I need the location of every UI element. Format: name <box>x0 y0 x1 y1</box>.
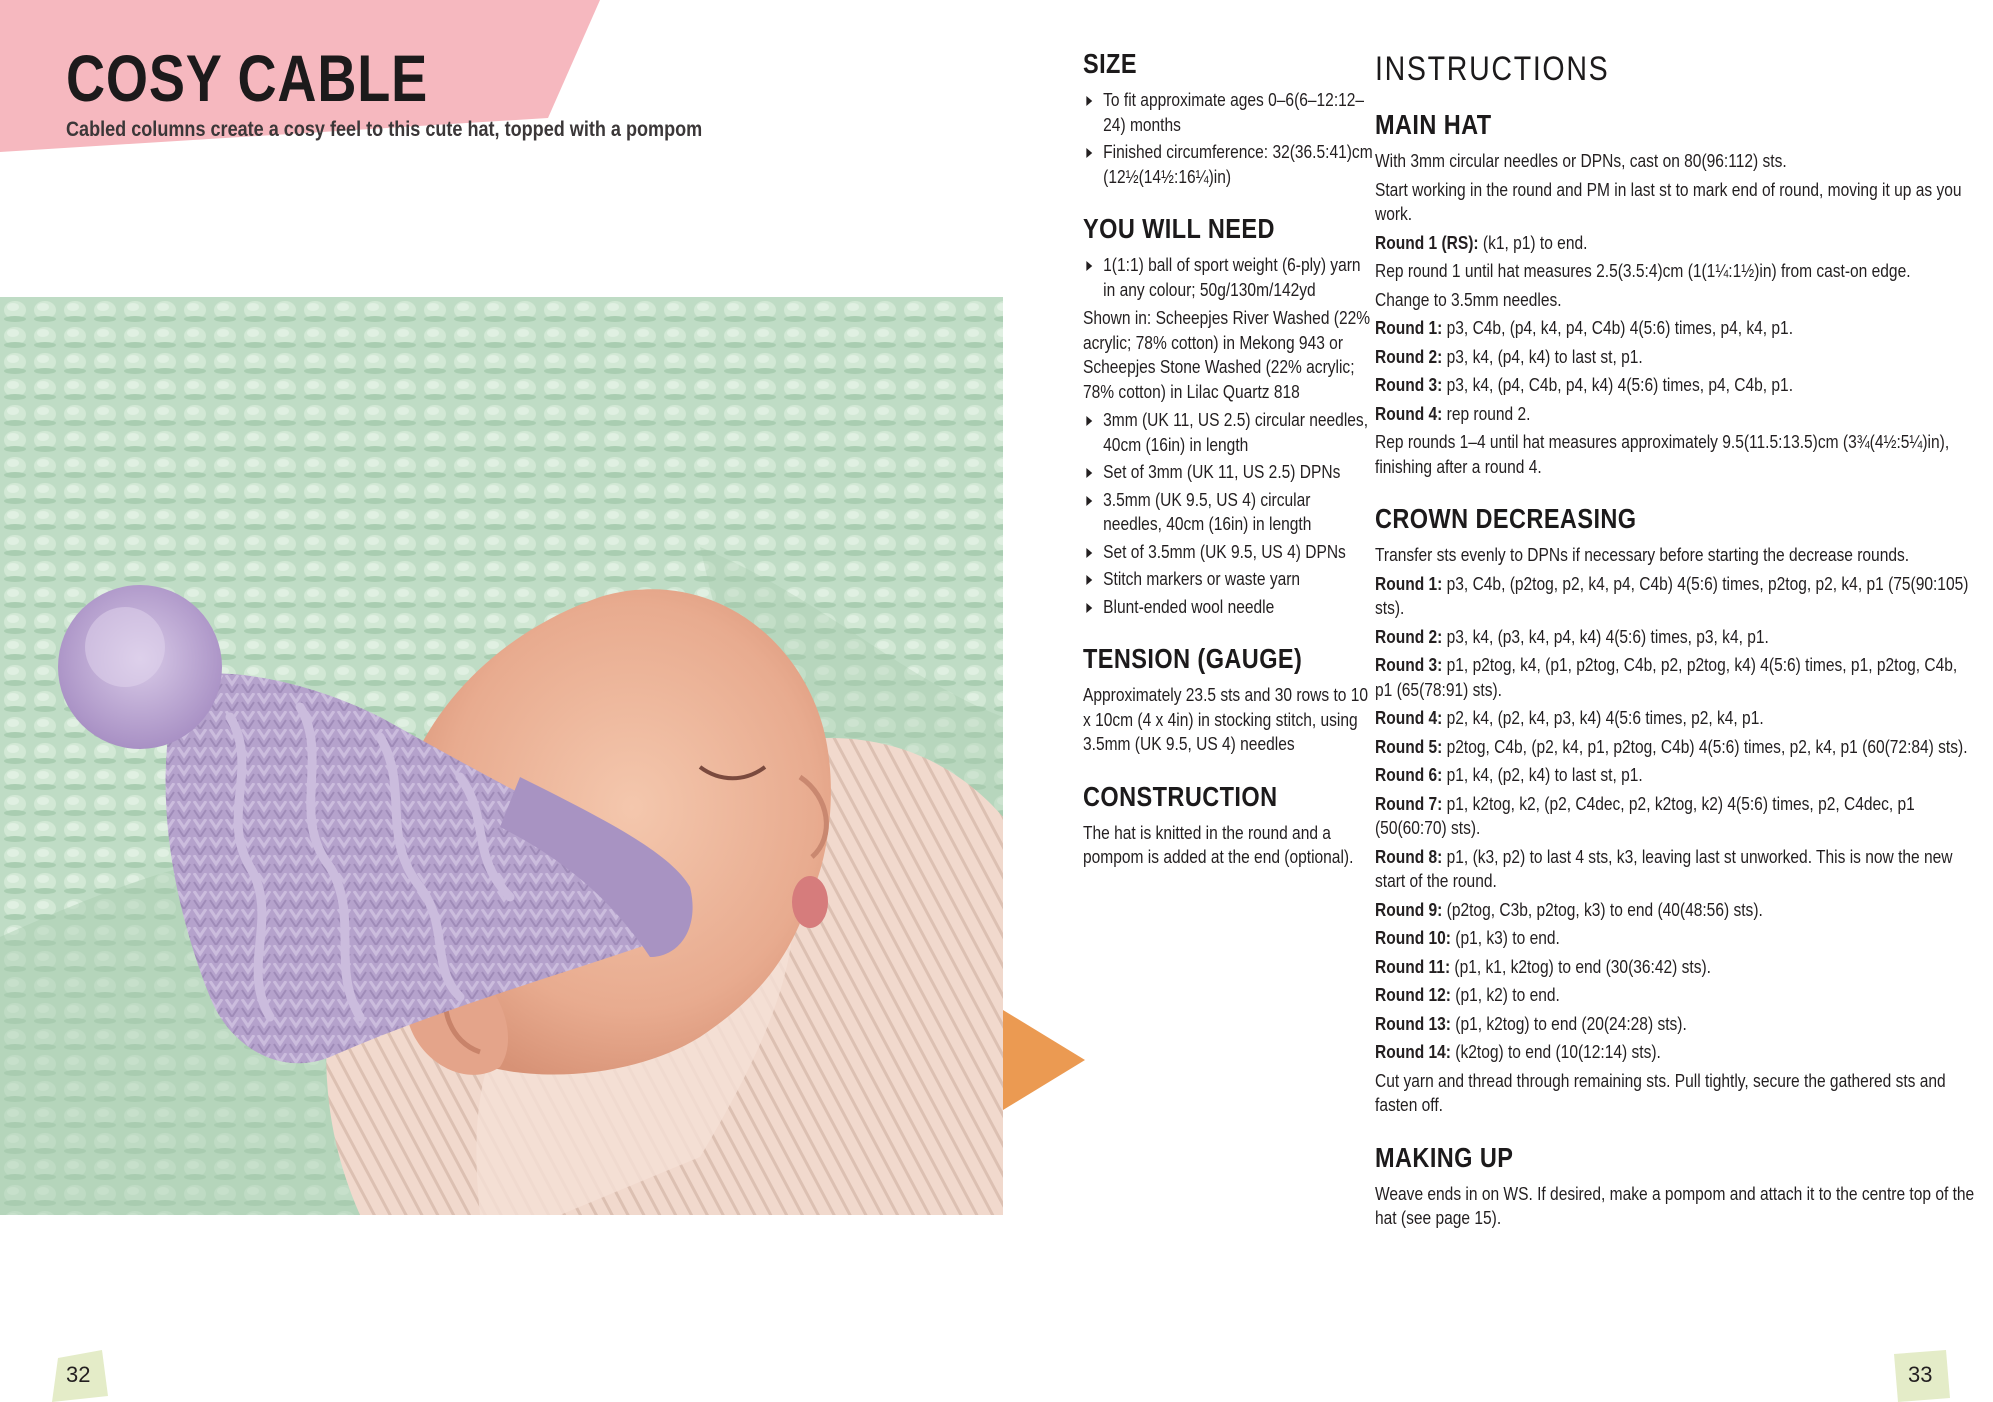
list-item: Stitch markers or waste yarn <box>1083 567 1373 592</box>
bullet-icon <box>1086 496 1092 506</box>
list-item: Set of 3mm (UK 11, US 2.5) DPNs <box>1083 460 1373 485</box>
round-line: Round 1: p3, C4b, (p4, k4, p4, C4b) 4(5:6) times, p4, k4, p1. <box>1375 317 1794 338</box>
main-hat-start: Start working in the round and PM in last st to mark end of round, moving it up as you work. <box>1375 178 1962 224</box>
shown-in-text: Shown in: Scheepjes River Washed (22% acrylic; 78% cotton) in Mekong 943 or Scheepjes Stone Washed (22% acrylic; 78% cotton) in Lilac Quartz 818 <box>1083 307 1371 402</box>
bullet-icon <box>1086 261 1092 271</box>
list-item: 3.5mm (UK 9.5, US 4) circular needles, 40cm (16in) in length <box>1083 488 1373 537</box>
orange-arrow-icon <box>1003 1010 1085 1110</box>
bullet-icon <box>1086 468 1092 478</box>
construction-text: The hat is knitted in the round and a pompom is added at the end (optional). <box>1083 821 1354 867</box>
materials-list-b <box>1083 408 1373 619</box>
round-line: Round 1 (RS): (k1, p1) to end. <box>1375 231 1588 253</box>
crown-transfer: Transfer sts evenly to DPNs if necessary before starting the decrease rounds. <box>1375 544 1910 565</box>
materials-column <box>1083 48 1373 874</box>
round-line: Round 5: p2tog, C4b, (p2, k4, p1, p2tog, C4b) 4(5:6) times, p2, k4, p1 (60(72:84) sts). <box>1375 735 1968 757</box>
tension-heading: TENSION (GAUGE) <box>1083 643 1303 674</box>
round-line: Round 4: p2, k4, (p2, k4, p3, k4) 4(5:6 times, p2, k4, p1. <box>1375 707 1764 728</box>
construction-heading: CONSTRUCTION <box>1083 780 1278 812</box>
size-list <box>1083 88 1373 189</box>
round-line: Round 11: (p1, k1, k2tog) to end (30(36:42) sts). <box>1375 955 1711 977</box>
making-up-text: Weave ends in on WS. If desired, make a pompom and attach it to the centre top of the hat (see page 15). <box>1375 1182 1975 1228</box>
you-will-need-heading: YOU WILL NEED <box>1083 213 1275 244</box>
round-line: Round 4: rep round 2. <box>1375 402 1531 424</box>
bullet-icon <box>1086 548 1092 558</box>
baby-hat-photo <box>0 297 1003 1215</box>
bullet-icon <box>1086 148 1092 158</box>
main-hat-cast-on: With 3mm circular needles or DPNs, cast on 80(96:112) sts. <box>1375 150 1787 171</box>
page-number-left: 32 <box>66 1362 91 1387</box>
round-line: Round 12: (p1, k2) to end. <box>1375 984 1560 1005</box>
list-item: To fit approximate ages 0–6(6–12:12–24) months <box>1083 88 1373 137</box>
list-item: 3mm (UK 11, US 2.5) circular needles, 40cm (16in) in length <box>1083 408 1373 457</box>
crown-finish: Cut yarn and thread through remaining sts. Pull tightly, secure the gathered sts and fasten off. <box>1375 1069 1946 1115</box>
round-line: Round 13: (p1, k2tog) to end (20(24:28) sts). <box>1375 1012 1687 1034</box>
list-item: Blunt-ended wool needle <box>1083 595 1373 620</box>
page-subtitle: Cabled columns create a cosy feel to this cute hat, topped with a pompom <box>66 118 703 141</box>
round-line: Round 14: (k2tog) to end (10(12:14) sts). <box>1375 1041 1661 1062</box>
crown-decreasing-heading: CROWN DECREASING <box>1375 503 1637 534</box>
round-line: Round 3: p3, k4, (p4, C4b, p4, k4) 4(5:6) times, p4, C4b, p1. <box>1375 374 1794 395</box>
list-item: 1(1:1) ball of sport weight (6-ply) yarn in any colour; 50g/130m/142yd <box>1083 253 1373 302</box>
instructions-column <box>1375 48 1975 1235</box>
main-hat-heading: MAIN HAT <box>1375 109 1492 140</box>
materials-list-a <box>1083 253 1373 302</box>
bullet-icon <box>1086 575 1092 585</box>
round-line: Round 7: p1, k2tog, k2, (p2, C4dec, p2, k2tog, k2) 4(5:6) times, p2, C4dec, p1 (50(60:70) sts). <box>1375 792 1915 838</box>
bullet-icon <box>1086 603 1092 613</box>
bullet-icon <box>1086 96 1092 106</box>
main-hat-rep-rounds: Rep rounds 1–4 until hat measures approximately 9.5(11.5:13.5)cm (3¾(4½:5¼)in), finishing after a round 4. <box>1375 431 1950 477</box>
list-item: Finished circumference: 32(36.5:41)cm (12½(14½:16¼)in) <box>1083 140 1373 189</box>
instructions-heading: INSTRUCTIONS <box>1375 50 1610 88</box>
round-line: Round 1: p3, C4b, (p2tog, p2, k4, p4, C4b) 4(5:6) times, p2tog, p2, k4, p1 (75(90:105) sts). <box>1375 572 1969 618</box>
tension-text: Approximately 23.5 sts and 30 rows to 10 x 10cm (4 x 4in) in stocking stitch, using 3.5mm (UK 9.5, US 4) needles <box>1083 684 1369 754</box>
page-title: COSY CABLE <box>66 41 429 115</box>
making-up-heading: MAKING UP <box>1375 1141 1514 1173</box>
size-heading: SIZE <box>1083 48 1137 79</box>
round-line: Round 9: (p2tog, C3b, p2tog, k3) to end (40(48:56) sts). <box>1375 898 1763 920</box>
round-line: Round 2: p3, k4, (p3, k4, p4, k4) 4(5:6) times, p3, k4, p1. <box>1375 625 1769 647</box>
round-line: Round 10: (p1, k3) to end. <box>1375 927 1560 948</box>
list-item: Set of 3.5mm (UK 9.5, US 4) DPNs <box>1083 540 1373 565</box>
page-number-right: 33 <box>1908 1362 1933 1387</box>
bullet-icon <box>1086 416 1092 426</box>
round-line: Round 8: p1, (k3, p2) to last 4 sts, k3, leaving last st unworked. This is now the new start of the round. <box>1375 845 1953 891</box>
main-hat-change: Change to 3.5mm needles. <box>1375 288 1562 310</box>
round-line: Round 3: p1, p2tog, k4, (p1, p2tog, C4b, p2, p2tog, k4) 4(5:6) times, p1, p2tog, C4b, p1 (65(78:91) sts). <box>1375 654 1958 700</box>
round-line: Round 6: p1, k4, (p2, k4) to last st, p1. <box>1375 764 1643 785</box>
main-hat-rep: Rep round 1 until hat measures 2.5(3.5:4)cm (1(1¼:1½)in) from cast-on edge. <box>1375 260 1911 281</box>
round-line: Round 2: p3, k4, (p4, k4) to last st, p1. <box>1375 345 1643 367</box>
